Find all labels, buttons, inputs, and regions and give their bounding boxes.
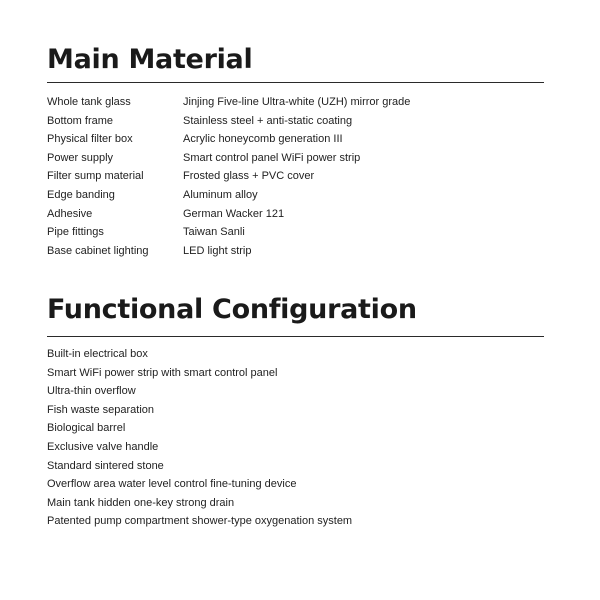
spec-row <box>47 223 547 242</box>
spec-label: Base cabinet lighting <box>47 244 149 257</box>
spec-row <box>47 93 547 112</box>
spec-value: Taiwan Sanli <box>183 226 245 239</box>
spec-row <box>47 205 547 224</box>
list-item: Main tank hidden one-key strong drain <box>47 496 235 509</box>
spec-value: LED light strip <box>183 244 252 257</box>
spec-value: Aluminum alloy <box>183 188 258 201</box>
spec-label: Adhesive <box>47 207 93 220</box>
spec-value: Stainless steel + anti-static coating <box>183 114 353 127</box>
list-item: Ultra-thin overflow <box>47 385 136 398</box>
spec-row <box>47 186 547 205</box>
spec-label: Whole tank glass <box>47 96 131 108</box>
spec-label: Bottom frame <box>47 114 114 127</box>
list-item: Biological barrel <box>47 422 126 435</box>
list-item: Smart WiFi power strip with smart control panel <box>47 366 278 379</box>
spec-row <box>47 242 547 261</box>
main-material-heading: Main Material <box>47 44 253 75</box>
spec-label: Edge banding <box>47 188 115 201</box>
spec-row <box>47 167 547 186</box>
list-item: Overflow area water level control fine-tuning device <box>47 478 297 491</box>
main-material-divider <box>47 82 544 83</box>
list-item: Exclusive valve handle <box>47 440 159 453</box>
functional-configuration-divider <box>47 336 544 337</box>
spec-label: Filter sump material <box>47 170 144 183</box>
spec-value: Frosted glass + PVC cover <box>183 170 315 183</box>
spec-label: Pipe fittings <box>47 226 104 239</box>
list-item: Fish waste separation <box>47 403 154 416</box>
functional-configuration-heading: Functional Configuration <box>47 294 417 325</box>
spec-value: Acrylic honeycomb generation III <box>183 133 343 146</box>
spec-row <box>47 130 547 149</box>
spec-value: Smart control panel WiFi power strip <box>183 151 361 164</box>
spec-label: Physical filter box <box>47 133 133 146</box>
spec-row <box>47 112 547 131</box>
list-item: Built-in electrical box <box>47 348 148 360</box>
spec-row <box>47 149 547 168</box>
list-item: Patented pump compartment shower-type oxygenation system <box>47 515 353 528</box>
main-material-table <box>47 93 547 260</box>
spec-value: Jinjing Five-line Ultra-white (UZH) mirror grade <box>183 96 411 108</box>
spec-label: Power supply <box>47 151 114 164</box>
spec-value: German Wacker 121 <box>183 207 285 220</box>
list-item: Standard sintered stone <box>47 459 164 472</box>
functional-configuration-list <box>47 345 567 531</box>
